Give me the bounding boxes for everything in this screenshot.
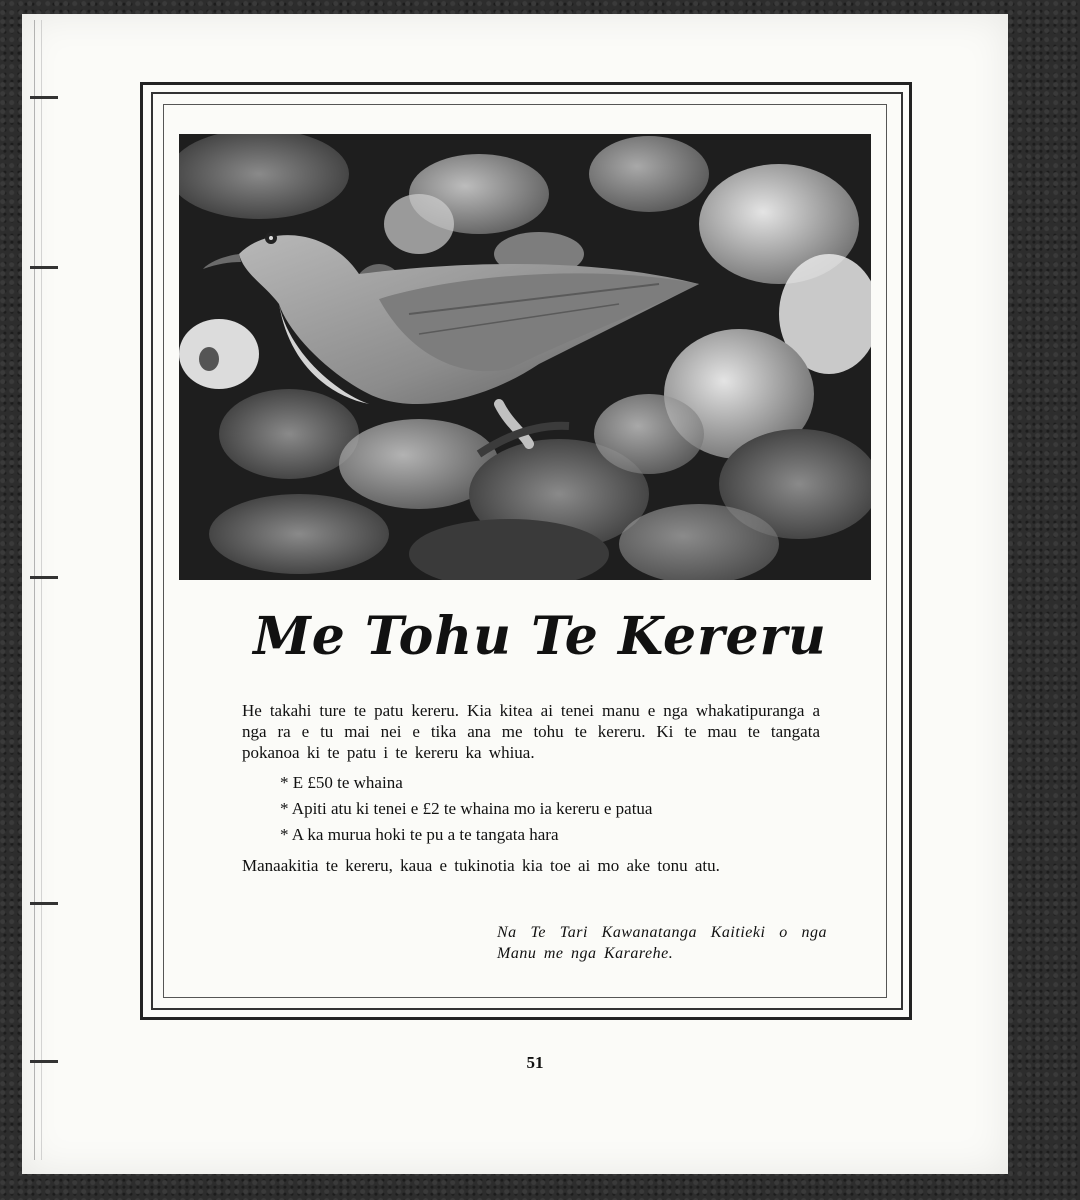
binding-mark <box>30 1060 58 1063</box>
binding-mark <box>30 902 58 905</box>
binding-mark <box>30 96 58 99</box>
body-paragraph: He takahi ture te patu kereru. Kia kitea ai tenei manu e nga whakatipuranga a nga ra e tu mai nei e tika ana me tohu te kereru. Ki te mau te tangata pokanoa ki te patu i te kereru ka whiua. <box>242 701 820 762</box>
list-item: * Apiti atu ki tenei e £2 te whaina mo ia kereru e patua <box>280 799 653 818</box>
list-item: * A ka murua hoki te pu a te tangata hara <box>280 825 559 844</box>
closing-line: Manaakitia te kereru, kaua e tukinotia kia toe ai mo ake tonu atu. <box>242 856 720 875</box>
page-number: 51 <box>526 1053 544 1072</box>
page-spine <box>34 20 42 1160</box>
binding-mark <box>30 266 58 269</box>
list-item: * E £50 te whaina <box>280 773 403 792</box>
binding-mark <box>30 576 58 579</box>
page-title: Me Tohu Te Kereru <box>253 606 827 667</box>
penalty-list <box>280 770 820 848</box>
kereru-photo <box>179 134 871 580</box>
kereru-illustration <box>179 134 871 580</box>
signoff: Na Te Tari Kawanatanga Kaitieki o nga Manu me nga Kararehe. <box>497 924 827 962</box>
